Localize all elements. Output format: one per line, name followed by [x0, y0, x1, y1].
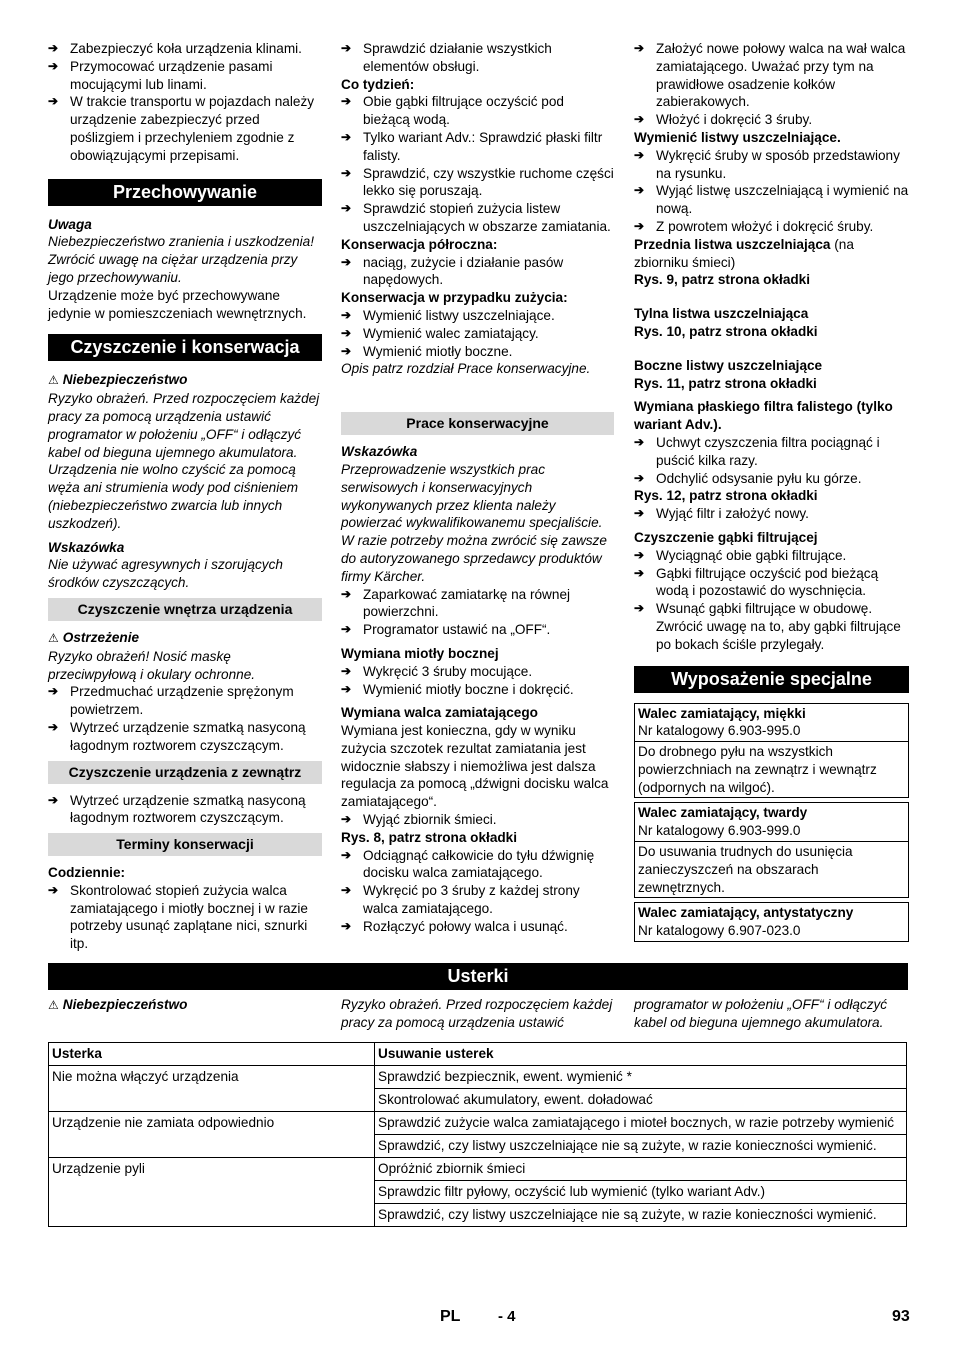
fix-cell: Sprawdzić, czy listwy uszczelniające nie są zużyte, w razie konieczności wymienić.	[375, 1204, 907, 1227]
warning-icon: ⚠	[48, 998, 59, 1012]
arrow-icon: ➔	[341, 622, 352, 637]
section-title-accessories: Wyposażenie specjalne	[634, 666, 909, 693]
section-title-storage: Przechowywanie	[48, 179, 322, 206]
arrow-icon: ➔	[634, 218, 645, 233]
flat-filter-heading: Wymiana płaskiego filtra falistego (tylko wariant Adv.).	[634, 399, 893, 433]
half-year-label: Konserwacja półroczna:	[341, 236, 498, 252]
sponge-heading: Czyszczenie gąbki filtrującej	[634, 529, 818, 545]
figure-ref: Rys. 12, patrz strona okładki	[634, 488, 818, 504]
list-item: ➔ Uchwyt czyszczenia filtra pociągnąć i puścić kilka razy.	[634, 434, 880, 468]
accessory-cat: Nr katalogowy 6.907-023.0	[638, 923, 801, 939]
list-item: ➔ Sprawdzić stopień zużycia listew uszczelniających w obszarze zamiatania.	[341, 201, 611, 234]
list-item: ➔ Skontrolować stopień zużycia walca zamiatającego i miotły bocznej i w razie potrzeby usunąć zaplątane nici, sznurki itp.	[48, 882, 308, 952]
hint-text: Przeprowadzenie wszystkich prac serwisowych i konserwacyjnych wykonywanych przez klienta należy powierzać wykwalifikowanemu specjaliście. W razie potrzeby można zwrócić się zawsze do autoryzowanego sprzedawcy produktów firmy Kärcher.	[341, 461, 607, 584]
arrow-icon: ➔	[634, 506, 645, 521]
list-item: ➔ Wykręcić po 3 śruby z każdej strony walca zamiatającego.	[341, 883, 580, 917]
list-item: ➔ Włożyć i dokręcić 3 śruby.	[634, 112, 813, 128]
arrow-icon: ➔	[48, 58, 59, 73]
fix-cell: Sprawdzić zużycie walca zamiatającego i mioteł bocznych, w razie potrzeby wymienić	[375, 1112, 907, 1135]
arrow-icon: ➔	[341, 918, 352, 933]
arrow-icon: ➔	[634, 147, 645, 162]
list-item: ➔ Odchylić odsysanie pyłu ku górze.	[634, 470, 862, 486]
column-3	[634, 40, 909, 946]
danger-text-2: programator w położeniu „OFF“ i odłączyć kabel od bieguna ujemnego akumulatora.	[634, 997, 888, 1030]
list-item: ➔ Obie gąbki filtrujące oczyścić pod bieżącą wodą.	[341, 94, 564, 128]
arrow-icon: ➔	[341, 663, 352, 678]
arrow-icon: ➔	[634, 112, 645, 127]
arrow-icon: ➔	[48, 684, 59, 699]
arrow-icon: ➔	[634, 601, 645, 616]
fix-cell: Sprawdzić, czy listwy uszczelniające nie są zużyte, w razie konieczności wymienić.	[375, 1135, 907, 1158]
danger-label: Niebezpieczeństwo	[62, 997, 188, 1012]
footer-lang: PL	[440, 1308, 461, 1325]
storage-text: Urządzenie może być przechowywane jedynie w pomieszczeniach wewnętrznych.	[48, 287, 307, 321]
arrow-icon: ➔	[341, 201, 352, 216]
accessory-name: Walec zamiatający, antystatyczny	[638, 905, 854, 921]
hint-label: Wskazówka	[341, 444, 418, 460]
list-item: ➔ Sprawdzić, czy wszystkie ruchome części lekko się poruszają.	[341, 165, 614, 199]
list-item: ➔ Wyjąć filtr i założyć nowy.	[634, 506, 809, 522]
arrow-icon: ➔	[634, 434, 645, 449]
arrow-icon: ➔	[341, 847, 352, 862]
hint-label: Wskazówka	[48, 539, 125, 555]
arrow-icon: ➔	[341, 812, 352, 827]
list-item: ➔ Wykręcić 3 śruby mocujące.	[341, 663, 533, 679]
roller-heading: Wymiana walca zamiatającego	[341, 705, 538, 721]
warning-icon: ⚠	[48, 630, 59, 645]
arrow-icon: ➔	[48, 792, 59, 807]
hint-text: Nie używać agresywnych i szorujących środków czyszczących.	[48, 557, 283, 591]
danger-text-1: Ryzyko obrażeń. Przed rozpoczęciem każdej pracy za pomocą urządzenia ustawić	[341, 997, 613, 1030]
arrow-icon: ➔	[48, 882, 59, 897]
figure-ref: Rys. 9, patrz strona okładki	[634, 272, 811, 288]
column-header-fault: Usterka	[49, 1043, 375, 1066]
fault-cell: Nie można włączyć urządzenia	[49, 1066, 375, 1112]
fault-cell: Urządzenie pyli	[49, 1158, 375, 1227]
list-item: ➔ Wytrzeć urządzenie szmatką nasyconą łagodnym roztworem czyszczącym.	[48, 792, 306, 826]
fix-cell: Skontrolować akumulatory, ewent. doładować	[375, 1089, 907, 1112]
arrow-icon: ➔	[341, 94, 352, 109]
figure-ref: Rys. 10, patrz strona okładki	[634, 323, 818, 339]
list-item: ➔ Zabezpieczyć koła urządzenia klinami.	[48, 41, 302, 56]
arrow-icon: ➔	[634, 183, 645, 198]
roller-text: Wymiana jest konieczna, gdy w wyniku zużycia szczotek rezultat zamiatania jest widocznie słabszy i niemożliwa jest dalsza regulacja za pomocą „dźwigni docisku walca zamiatającego“.	[341, 723, 609, 810]
arrow-icon: ➔	[341, 586, 352, 601]
table-row	[49, 1066, 907, 1089]
table-row	[49, 1158, 907, 1181]
list-item: ➔ Przymocować urządzenie pasami mocującymi lub linami.	[48, 58, 273, 92]
note-text: Niebezpieczeństwo zranienia i uszkodzenia! Zwrócić uwagę na ciężar urządzenia przy jego przechowywaniu.	[48, 234, 314, 285]
list-item: ➔ Wymienić miotły boczne.	[341, 343, 513, 359]
fix-cell: Sprawdzic filtr pyłowy, oczyścić lub wymienić (tylko wariant Adv.)	[375, 1181, 907, 1204]
list-item: ➔ Wsunąć gąbki filtrujące w obudowę. Zwrócić uwagę na to, aby gąbki filtrujące po bokach ściśle przylegały.	[634, 601, 901, 652]
warning-label: Ostrzeżenie	[62, 629, 140, 645]
danger-label: Niebezpieczeństwo	[62, 372, 188, 388]
accessory-cat: Nr katalogowy 6.903-995.0	[638, 723, 801, 739]
list-item: ➔ W trakcie transportu w pojazdach należy urządzenie zabezpieczyć przed poślizgiem i przechyleniem zgodnie z obowiązującymi przepisami.	[48, 94, 315, 163]
list-item: ➔ Odciągnąć całkowicie do tyłu dźwignię docisku walca zamiatającego.	[341, 847, 595, 881]
arrow-icon: ➔	[341, 883, 352, 898]
danger-text: Ryzyko obrażeń. Przed rozpoczęciem każdej pracy za pomocą urządzenia ustawić programator w położeniu „OFF“ i odłączyć kabel od bieguna ujemnego akumulatora. Urządzenia nie wolno czyścić za pomocą węża ani strumienia wody pod ciśnieniem (niebezpieczeństwo zwarcia lub innych uszkodzeń).	[48, 391, 320, 531]
arrow-icon: ➔	[634, 565, 645, 580]
list-item: ➔ Zaparkować zamiatarkę na równej powierzchni.	[341, 586, 571, 620]
arrow-icon: ➔	[634, 41, 645, 55]
list-item: ➔ Wytrzeć urządzenie szmatką nasyconą łagodnym roztworem czyszczącym.	[48, 719, 306, 753]
subsection-inside: Czyszczenie wnętrza urządzenia	[48, 598, 322, 621]
list-item: ➔ Przedmuchać urządzenie sprężonym powietrzem.	[48, 684, 294, 718]
arrow-icon: ➔	[341, 254, 352, 269]
list-item: ➔ naciąg, zużycie i działanie pasów napędowych.	[341, 254, 564, 288]
list-item: ➔ Rozłączyć połowy walca i usunąć.	[341, 918, 568, 934]
arrow-icon: ➔	[341, 325, 352, 340]
fault-cell: Urządzenie nie zamiata odpowiednio	[49, 1112, 375, 1158]
fix-cell: Sprawdzić bezpiecznik, ewent. wymienić *	[375, 1066, 907, 1089]
subsection-terms: Terminy konserwacji	[48, 833, 322, 856]
front-seal: Przednia listwa uszczelniająca (na zbiorniku śmieci)	[634, 236, 854, 270]
arrow-icon: ➔	[48, 41, 59, 55]
arrow-icon: ➔	[341, 307, 352, 322]
list-item: ➔ Wyciągnąć obie gąbki filtrujące.	[634, 547, 847, 563]
arrow-icon: ➔	[341, 41, 352, 55]
wear-label: Konserwacja w przypadku zużycia:	[341, 290, 568, 306]
note-label: Uwaga	[48, 216, 92, 232]
list-item: ➔ Wykręcić śruby w sposób przedstawiony na rysunku.	[634, 147, 900, 181]
arrow-icon: ➔	[341, 165, 352, 180]
list-item: ➔ Wyjąć listwę uszczelniającą i wymienić na nową.	[634, 183, 909, 217]
list-item: ➔ Wymienić listwy uszczelniające.	[341, 307, 555, 323]
subsection-maintenance: Prace konserwacyjne	[341, 412, 614, 435]
accessory-desc: Do usuwania trudnych do usunięcia zanieczyszczeń na obszarach zewnętrznych.	[635, 841, 908, 897]
column-1	[48, 40, 322, 953]
accessory-name: Walec zamiatający, miękki	[638, 705, 806, 721]
accessory-box	[634, 902, 909, 942]
section-title-faults: Usterki	[48, 963, 908, 990]
list-item: ➔ Wyjąć zbiornik śmieci.	[341, 812, 497, 828]
arrow-icon: ➔	[341, 343, 352, 358]
list-item: ➔ Programator ustawić na „OFF“.	[341, 622, 551, 638]
warning-text: Ryzyko obrażeń! Nosić maskę przeciwpyłową i okulary ochronne.	[48, 648, 256, 682]
arrow-icon: ➔	[634, 547, 645, 562]
weekly-label: Co tydzień:	[341, 76, 415, 92]
faults-table	[48, 1042, 907, 1227]
figure-ref: Rys. 11, patrz strona okładki	[634, 375, 817, 391]
subsection-outside: Czyszczenie urządzenia z zewnątrz	[48, 761, 322, 784]
daily-label: Codziennie:	[48, 865, 126, 881]
list-item: ➔ Z powrotem włożyć i dokręcić śruby.	[634, 218, 874, 234]
footer-sub: - 4	[498, 1308, 516, 1325]
list-item: ➔ Wymienić walec zamiatający.	[341, 325, 539, 341]
list-item: ➔ Gąbki filtrujące oczyścić pod bieżącą wodą i pozostawić do wyschnięcia.	[634, 565, 879, 599]
table-row	[49, 1112, 907, 1135]
seal-heading: Wymienić listwy uszczelniające.	[634, 129, 841, 145]
warning-icon: ⚠	[48, 373, 59, 388]
column-2	[341, 40, 614, 936]
arrow-icon: ➔	[48, 94, 59, 109]
desc-text: Opis patrz rozdział Prace konserwacyjne.	[341, 361, 591, 377]
side-seal: Boczne listwy uszczelniające	[634, 357, 823, 373]
column-header-fix: Usuwanie usterek	[375, 1043, 907, 1066]
page-number: 93	[892, 1308, 910, 1325]
arrow-icon: ➔	[341, 129, 352, 144]
accessory-box	[634, 802, 909, 898]
list-item: ➔ Tylko wariant Adv.: Sprawdzić płaski filtr falisty.	[341, 129, 603, 163]
figure-ref: Rys. 8, patrz strona okładki	[341, 829, 518, 845]
accessory-cat: Nr katalogowy 6.903-999.0	[638, 823, 801, 839]
fix-cell: Opróżnić zbiornik śmieci	[375, 1158, 907, 1181]
list-item: ➔ Wymienić miotły boczne i dokręcić.	[341, 681, 574, 697]
rear-seal: Tylna listwa uszczelniająca	[634, 306, 809, 322]
accessory-name: Walec zamiatający, twardy	[638, 805, 808, 821]
list-item: ➔ Założyć nowe połowy walca na wał walca zamiatającego. Uważać przy tym na prawidłowe osadzenie kołków zabierakowych.	[634, 41, 906, 110]
accessory-box	[634, 703, 909, 799]
arrow-icon: ➔	[341, 681, 352, 696]
broom-heading: Wymiana miotły bocznej	[341, 645, 499, 661]
list-item: ➔ Sprawdzić działanie wszystkich elementów obsługi.	[341, 41, 552, 74]
accessory-desc: Do drobnego pyłu na wszystkich powierzchniach na zewnątrz i wewnątrz (odpornych na wilgoć).	[635, 741, 908, 797]
arrow-icon: ➔	[48, 719, 59, 734]
arrow-icon: ➔	[634, 470, 645, 485]
section-title-cleaning: Czyszczenie i konserwacja	[48, 334, 322, 361]
